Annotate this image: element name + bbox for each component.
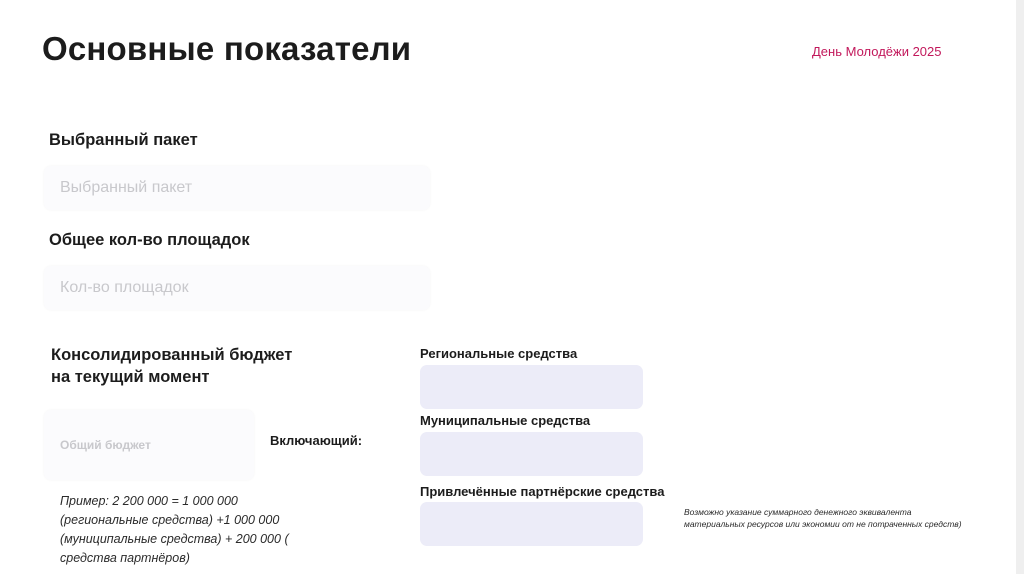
budget-example-text: Пример: 2 200 000 = 1 000 000 (региональные средства) +1 000 000 (муниципальные средства) + 200 000 ( средства партнёров) [60, 494, 289, 565]
regional-funds-input[interactable] [420, 365, 643, 409]
budget-label-line1: Консолидированный бюджет [51, 346, 293, 364]
page-title: Основные показатели [42, 30, 412, 67]
partner-funds-label: Привлечённые партнёрские средства [420, 484, 665, 499]
partner-funds-input[interactable] [420, 502, 643, 546]
package-label: Выбранный пакет [49, 131, 198, 149]
venues-count-input[interactable] [44, 266, 430, 310]
municipal-funds-input[interactable] [420, 432, 643, 476]
event-label: День Молодёжи 2025 [812, 44, 942, 59]
municipal-funds-label: Муниципальные средства [420, 413, 591, 428]
package-input[interactable] [44, 166, 430, 210]
regional-funds-label: Региональные средства [420, 346, 578, 361]
venues-label: Общее кол-во площадок [49, 231, 250, 249]
including-label: Включающий: [270, 433, 363, 448]
total-budget-input[interactable] [44, 410, 254, 480]
budget-label [51, 344, 292, 388]
budget-label-line2: на текущий момент [51, 368, 210, 386]
partner-funds-note: Возможно указание суммарного денежного эквивалента материальных ресурсов или экономии от не потраченных средств) [684, 507, 962, 529]
slide-edge [1016, 0, 1024, 574]
